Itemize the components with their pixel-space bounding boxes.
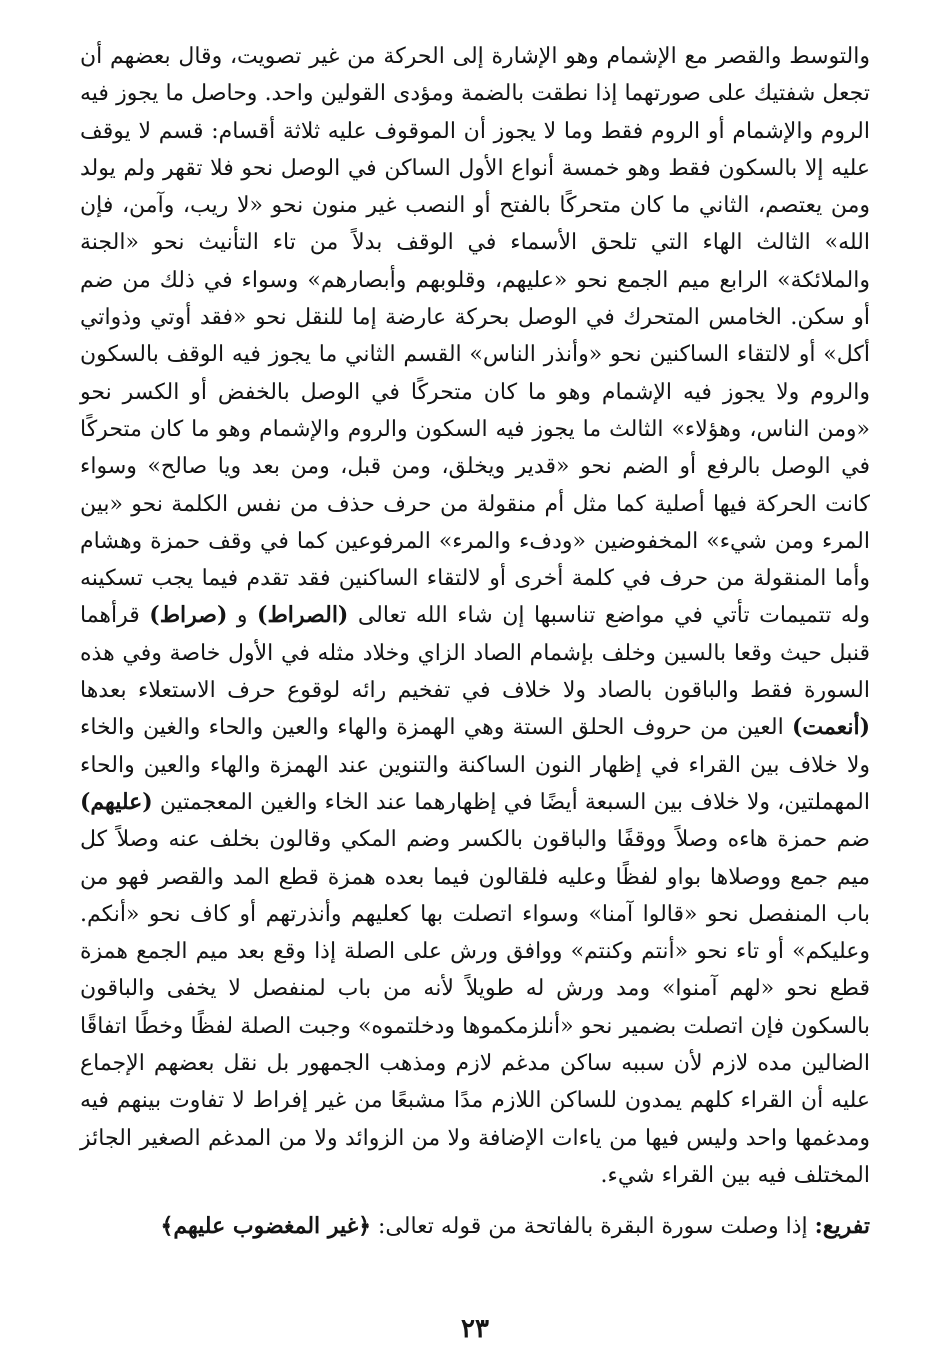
paragraph-text: والتوسط والقصر مع الإشمام وهو الإشارة إلى الحركة من غير تصويت، وقال بعضهم أن تجعل شفتيك على صورتهما إذا نطقت بالضمة ومؤدى القولين واحد. وحاصل ما يجوز فيه الروم والإشمام أو الروم فقط وما لا يجوز أن الموقوف عليه ثلاثة أقسام: قسم لا يوقف عليه إلا بالسكون فقط وهو خمسة أنواع الأول الساكن في الوصل نحو فلا تقهر ولم يولد ومن يعتصم، الثاني ما كان متحركًا بالفتح أو النصب غير منون نحو «لا ريب، وآمن، فإن الله» الثالث الهاء التي تلحق الأسماء في الوقف بدلاً من تاء التأنيث نحو «الجنة والملائكة» الرابع ميم الجمع نحو «عليهم، وقلوبهم وأبصارهم» وسواء في ذلك من ضم أو سكن. الخامس المتحرك في الوصل بحركة عارضة إما للنقل نحو «فقد أوتي وذواتي أكل» أو لالتقاء الساكنين نحو «وأنذر الناس» القسم الثاني ما يجوز فيه الوقف بالسكون والروم ولا يجوز فيه الإشمام وهو ما كان متحركًا في الوصل بالخفض أو الكسر نحو «ومن الناس، وهؤلاء» الثالث ما يجوز فيه السكون والروم والإشمام وهو ما كان متحركًا في الوصل بالرفع أو الضم نحو «قدير ويخلق، ومن قبل، ومن بعد ويا صالح» وسواء كانت الحركة فيها أصلية كما مثل أم منقولة من حرف حذف من نفس الكلمة نحو «بين المرء ومن شيء» المخفوضين «ودفء والمرء» المرفوعين كما في وقف حمزة وهشام وأما المنقولة من حرف في كلمة أخرى أو لالتقاء الساكنين فقد تقدم فيما يجب تسكينه وله تتميمات تأتي في مواضع تناسبها إن شاء الله تعالى [80, 44, 870, 629]
paragraph [80, 38, 870, 1194]
tafri-note [80, 1208, 870, 1245]
term-sirat-definite: (الصراط) [257, 602, 349, 629]
term-anamta: (أنعمت) [792, 714, 870, 741]
quran-quote: ﴿غير المغضوب عليهم﴾ [160, 1213, 371, 1240]
note-label: تفريع: [814, 1213, 870, 1240]
term-alayhim: (عليهم) [80, 788, 153, 815]
document-page [80, 38, 870, 1245]
main-text [80, 38, 870, 1194]
page-number: ٢٣ [461, 1314, 489, 1344]
connector: و [236, 603, 248, 629]
term-sirat-indefinite: (صراط) [149, 602, 228, 629]
paragraph-text: ضم حمزة هاءه وصلاً ووقفًا والباقون بالكسر وضم المكي وقالون بخلف عنه وصلاً كل ميم جمع ووصلاها بواو لفظًا وعليه فلقالون فيما بعده همزة قطع المد والقصر فهو من باب المنفصل نحو «قالوا آمنا» وسواء اتصلت بها كعليهم وأنذرتهم أو كاف نحو «أنكم. وعليكم» أو تاء نحو «أنتم وكنتم» ووافق ورش على الصلة إذا وقع بعد ميم الجمع همزة قطع نحو «لهم آمنوا» ومد ورش له طويلاً لأنه من باب لمنفصل لا يخفى والباقون بالسكون فإن اتصلت بضمير نحو «أنلزمكموها ودخلتموه» وجبت الصلة لفظًا وخطًا اتفاقًا الضالين مده لازم لأن سببه ساكن مدغم لازم ومذهب الجمهور بل نقل بعضهم الإجماع عليه أن القراء كلهم يمدون للساكن اللازم مدًا مشبعًا من غير إفراط لا تفاوت بينهم فيه ومدغمها واحد وليس فيها من ياءات الإضافة ولا من الزوائد ولا من المدغم الصغير الجائز المختلف فيه بين القراء شيء. [80, 827, 870, 1188]
paragraph-text: قرأهما قنبل حيث وقعا بالسين وخلف بإشمام الصاد الزاي وخلاد مثله في الأول خاصة وفي هذه السورة فقط والباقون بالصاد ولا خلاف في تفخيم رائه لوقوع حرف الاستعلاء بعدها [80, 603, 870, 704]
note-text: إذا وصلت سورة البقرة بالفاتحة من قوله تعالى: [378, 1214, 808, 1240]
paragraph-text: العين من حروف الحلق الستة وهي الهمزة والهاء والعين والحاء والغين والخاء ولا خلاف بين القراء في إظهار النون الساكنة والتنوين عند الهمزة والهاء والعين والحاء المهملتين، ولا خلاف بين السبعة أيضًا في إظهارهما عند الخاء والغين المعجمتين [80, 715, 870, 815]
